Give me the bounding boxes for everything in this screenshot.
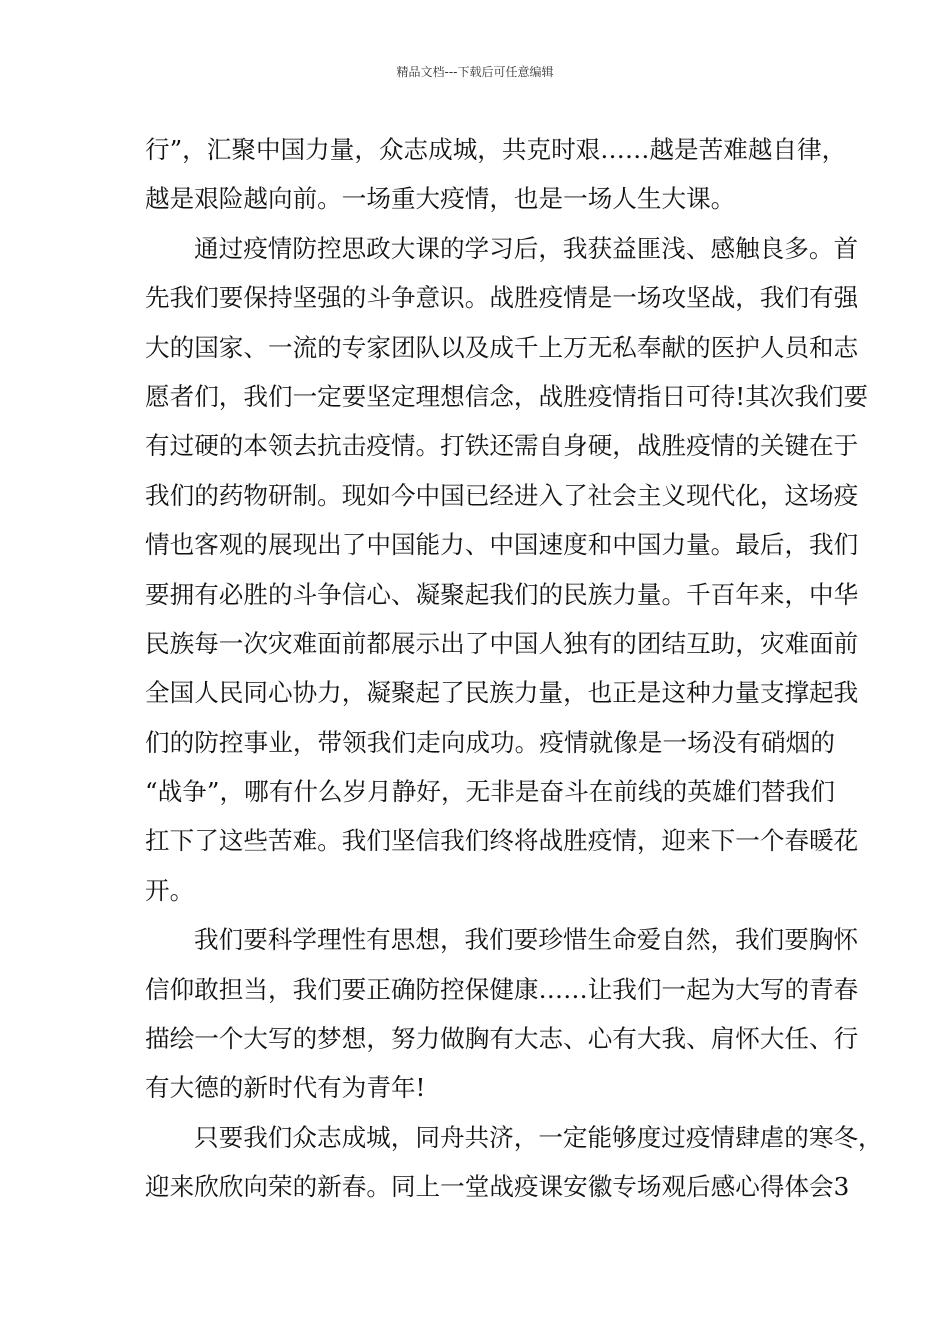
page-header: 精品文档---下载后可任意编辑 [396, 65, 554, 79]
text-line: 们的防控事业，带领我们走向成功。疫情就像是一场没有硝烟的 [145, 727, 835, 757]
text-line: 信仰敢担当，我们要正确防控保健康……让我们一起为大写的青春 [145, 974, 859, 1004]
paragraph-start-line: 只要我们众志成城，同舟共济，一定能够度过疫情肆虐的寒冬， [194, 1122, 883, 1152]
text-line: 民族每一次灾难面前都展示出了中国人独有的团结互助，灾难面前 [145, 628, 859, 658]
text-line: 描绘一个大写的梦想，努力做胸有大志、心有大我、肩怀大任、行 [145, 1024, 859, 1054]
text-line: 有大德的新时代有为青年! [145, 1073, 426, 1103]
document-body [145, 125, 883, 1212]
text-line: 越是艰险越向前。一场重大疫情，也是一场人生大课。 [145, 184, 736, 214]
text-line: 全国人民同心协力，凝聚起了民族力量，也正是这种力量支撑起我 [145, 678, 859, 708]
text-line: 我们的药物研制。现如今中国已经进入了社会主义现代化，这场疫 [145, 480, 859, 510]
text-line: 要拥有必胜的斗争信心、凝聚起我们的民族力量。千百年来，中华 [145, 579, 859, 609]
text-line: 有过硬的本领去抗击疫情。打铁还需自身硬，战胜疫情的关键在于 [145, 431, 859, 461]
text-line: 开。 [145, 875, 195, 905]
text-line: 大的国家、一流的专家团队以及成千上万无私奉献的医护人员和志 [145, 332, 859, 362]
text-line: 先我们要保持坚强的斗争意识。战胜疫情是一场攻坚战，我们有强 [145, 283, 859, 313]
text-line: 行”，汇聚中国力量，众志成城，共克时艰……越是苦难越自律， [145, 135, 847, 164]
text-line: 愿者们，我们一定要坚定理想信念，战胜疫情指日可待!其次我们要 [145, 381, 869, 411]
text-line: “战争”，哪有什么岁月静好，无非是奋斗在前线的英雄们替我们 [145, 777, 835, 807]
text-line: 扛下了这些苦难。我们坚信我们终将战胜疫情，迎来下一个春暖花 [145, 826, 859, 856]
text-line: 情也客观的展现出了中国能力、中国速度和中国力量。最后，我们 [145, 530, 859, 560]
paragraph-start-line: 通过疫情防控思政大课的学习后，我获益匪浅、感触良多。首 [194, 233, 859, 263]
paragraph-start-line: 我们要科学理性有思想，我们要珍惜生命爱自然，我们要胸怀 [194, 925, 859, 955]
text-line: 迎来欣欣向荣的新春。同上一堂战疫课安徽专场观后感心得体会3 [145, 1172, 850, 1202]
